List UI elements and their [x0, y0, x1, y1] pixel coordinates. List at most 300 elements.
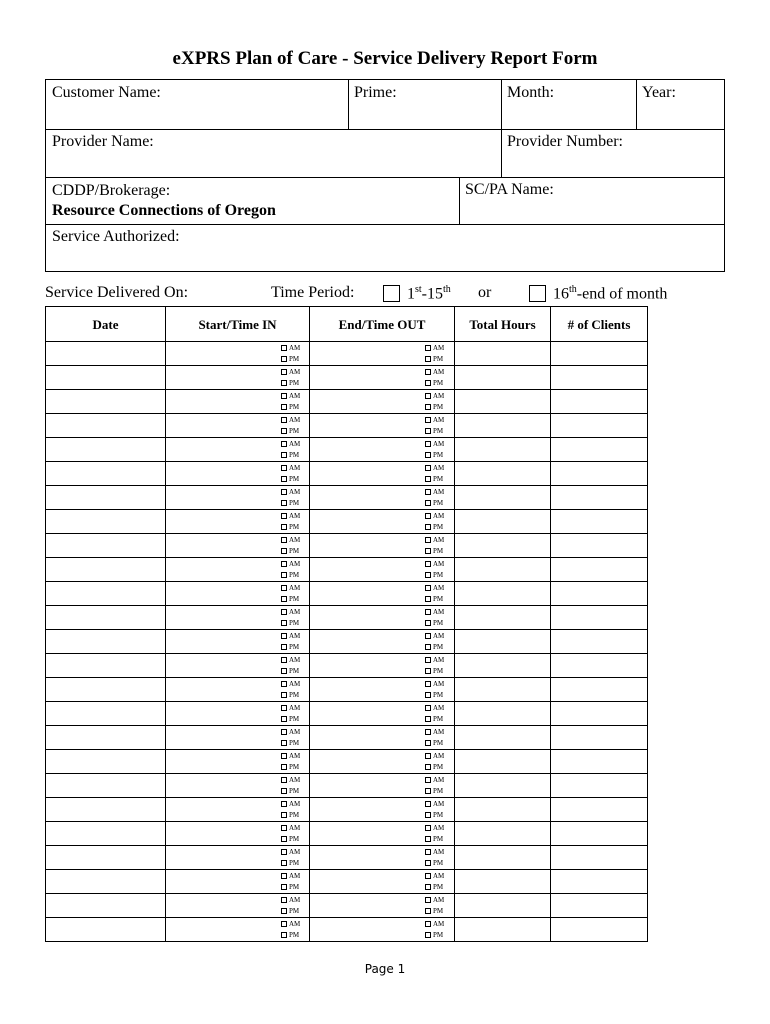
pm-option[interactable]: [281, 930, 299, 940]
pm-checkbox[interactable]: [425, 524, 431, 530]
pm-option[interactable]: [425, 378, 443, 388]
total-hours-cell[interactable]: [455, 774, 551, 798]
clients-cell[interactable]: [551, 486, 648, 510]
am-pm-group: [166, 606, 309, 629]
total-hours-cell[interactable]: [455, 702, 551, 726]
am-checkbox[interactable]: [425, 345, 431, 351]
am-checkbox[interactable]: [281, 801, 287, 807]
first-half-checkbox[interactable]: [383, 285, 400, 302]
am-pm-group: [166, 798, 309, 821]
clients-cell[interactable]: [551, 558, 648, 582]
total-hours-cell[interactable]: [455, 870, 551, 894]
clients-cell[interactable]: [551, 774, 648, 798]
date-cell[interactable]: [46, 678, 166, 702]
am-option[interactable]: [281, 535, 300, 545]
pm-option[interactable]: [425, 786, 443, 796]
pm-option[interactable]: [425, 354, 443, 364]
pm-option[interactable]: [425, 522, 443, 532]
am-option[interactable]: [281, 775, 300, 785]
pm-option[interactable]: [281, 402, 299, 412]
customer-name-field[interactable]: [46, 80, 348, 129]
pm-label: PM: [433, 355, 444, 363]
am-checkbox[interactable]: [425, 465, 431, 471]
end-time-cell: [310, 510, 455, 534]
am-checkbox[interactable]: [281, 873, 287, 879]
am-checkbox[interactable]: [281, 393, 287, 399]
pm-checkbox[interactable]: [281, 860, 287, 866]
date-cell[interactable]: [46, 726, 166, 750]
clients-cell[interactable]: [551, 702, 648, 726]
am-label: AM: [433, 608, 445, 616]
am-checkbox[interactable]: [425, 825, 431, 831]
am-checkbox[interactable]: [281, 369, 287, 375]
clients-cell[interactable]: [551, 870, 648, 894]
date-cell[interactable]: [46, 534, 166, 558]
am-checkbox[interactable]: [425, 921, 431, 927]
date-cell[interactable]: [46, 414, 166, 438]
clients-cell[interactable]: [551, 846, 648, 870]
am-checkbox[interactable]: [425, 585, 431, 591]
clients-cell[interactable]: [551, 798, 648, 822]
am-option[interactable]: [425, 343, 444, 353]
am-option[interactable]: [425, 583, 444, 593]
clients-cell[interactable]: [551, 606, 648, 630]
am-checkbox[interactable]: [425, 393, 431, 399]
am-checkbox[interactable]: [281, 345, 287, 351]
am-checkbox[interactable]: [281, 633, 287, 639]
am-checkbox[interactable]: [425, 849, 431, 855]
clients-cell[interactable]: [551, 534, 648, 558]
second-half-checkbox[interactable]: [529, 285, 546, 302]
pm-checkbox[interactable]: [281, 884, 287, 890]
total-hours-cell[interactable]: [455, 582, 551, 606]
am-checkbox[interactable]: [281, 921, 287, 927]
pm-option[interactable]: [281, 762, 299, 772]
pm-option[interactable]: [425, 450, 443, 460]
date-cell[interactable]: [46, 702, 166, 726]
am-option[interactable]: [425, 823, 444, 833]
pm-checkbox[interactable]: [281, 452, 287, 458]
am-option[interactable]: [425, 391, 444, 401]
clients-cell[interactable]: [551, 342, 648, 366]
total-hours-cell[interactable]: [455, 510, 551, 534]
am-checkbox[interactable]: [425, 489, 431, 495]
am-checkbox[interactable]: [425, 729, 431, 735]
pm-checkbox[interactable]: [425, 860, 431, 866]
am-checkbox[interactable]: [281, 825, 287, 831]
total-hours-cell[interactable]: [455, 342, 551, 366]
pm-checkbox[interactable]: [425, 884, 431, 890]
total-hours-cell[interactable]: [455, 726, 551, 750]
pm-checkbox[interactable]: [281, 788, 287, 794]
am-option[interactable]: [425, 511, 444, 521]
pm-option[interactable]: [425, 810, 443, 820]
am-option[interactable]: [425, 727, 444, 737]
date-cell[interactable]: [46, 798, 166, 822]
prime-field[interactable]: [348, 80, 501, 129]
am-option[interactable]: [425, 775, 444, 785]
pm-option[interactable]: [281, 906, 299, 916]
clients-cell[interactable]: [551, 822, 648, 846]
clients-cell[interactable]: [551, 894, 648, 918]
am-checkbox[interactable]: [425, 897, 431, 903]
am-checkbox[interactable]: [281, 729, 287, 735]
pm-checkbox[interactable]: [281, 716, 287, 722]
pm-checkbox[interactable]: [425, 908, 431, 914]
pm-checkbox[interactable]: [281, 548, 287, 554]
am-option[interactable]: [281, 607, 300, 617]
pm-checkbox[interactable]: [281, 812, 287, 818]
am-option[interactable]: [281, 415, 300, 425]
am-option[interactable]: [425, 631, 444, 641]
am-checkbox[interactable]: [425, 657, 431, 663]
am-option[interactable]: [281, 703, 300, 713]
am-option[interactable]: [425, 535, 444, 545]
clients-cell[interactable]: [551, 390, 648, 414]
pm-option[interactable]: [281, 738, 299, 748]
pm-checkbox[interactable]: [425, 668, 431, 674]
am-option[interactable]: [281, 583, 300, 593]
am-option[interactable]: [281, 463, 300, 473]
total-hours-cell[interactable]: [455, 438, 551, 462]
pm-option[interactable]: [281, 786, 299, 796]
date-cell[interactable]: [46, 846, 166, 870]
pm-checkbox[interactable]: [425, 812, 431, 818]
date-cell[interactable]: [46, 774, 166, 798]
pm-option[interactable]: [281, 666, 299, 676]
col-end-time: End/Time OUT: [310, 307, 455, 342]
am-option[interactable]: [281, 439, 300, 449]
clients-cell[interactable]: [551, 438, 648, 462]
pm-checkbox[interactable]: [425, 764, 431, 770]
clients-cell[interactable]: [551, 582, 648, 606]
total-hours-cell[interactable]: [455, 534, 551, 558]
clients-cell[interactable]: [551, 726, 648, 750]
total-hours-cell[interactable]: [455, 894, 551, 918]
am-option[interactable]: [425, 655, 444, 665]
am-option[interactable]: [281, 871, 300, 881]
am-checkbox[interactable]: [281, 465, 287, 471]
pm-option[interactable]: [281, 378, 299, 388]
date-cell[interactable]: [46, 654, 166, 678]
pm-option[interactable]: [425, 594, 443, 604]
total-hours-cell[interactable]: [455, 918, 551, 942]
pm-checkbox[interactable]: [281, 596, 287, 602]
pm-option[interactable]: [425, 690, 443, 700]
pm-checkbox[interactable]: [425, 716, 431, 722]
pm-checkbox[interactable]: [281, 836, 287, 842]
pm-checkbox[interactable]: [425, 572, 431, 578]
pm-option[interactable]: [281, 594, 299, 604]
am-option[interactable]: [281, 847, 300, 857]
am-option[interactable]: [281, 919, 300, 929]
am-option[interactable]: [281, 727, 300, 737]
pm-label: PM: [433, 595, 444, 603]
pm-checkbox[interactable]: [281, 428, 287, 434]
am-checkbox[interactable]: [281, 417, 287, 423]
pm-checkbox[interactable]: [425, 620, 431, 626]
pm-option[interactable]: [425, 570, 443, 580]
clients-cell[interactable]: [551, 462, 648, 486]
am-option[interactable]: [281, 751, 300, 761]
month-field[interactable]: [501, 80, 636, 129]
pm-option[interactable]: [281, 426, 299, 436]
clients-cell[interactable]: [551, 654, 648, 678]
pm-checkbox[interactable]: [425, 548, 431, 554]
am-checkbox[interactable]: [281, 777, 287, 783]
am-option[interactable]: [425, 607, 444, 617]
pm-checkbox[interactable]: [425, 356, 431, 362]
total-hours-cell[interactable]: [455, 558, 551, 582]
pm-checkbox[interactable]: [425, 740, 431, 746]
am-checkbox[interactable]: [425, 777, 431, 783]
pm-checkbox[interactable]: [281, 764, 287, 770]
pm-option[interactable]: [281, 714, 299, 724]
pm-option[interactable]: [281, 834, 299, 844]
pm-checkbox[interactable]: [281, 404, 287, 410]
am-option[interactable]: [425, 559, 444, 569]
date-cell[interactable]: [46, 582, 166, 606]
am-checkbox[interactable]: [281, 657, 287, 663]
pm-option[interactable]: [425, 714, 443, 724]
am-option[interactable]: [281, 823, 300, 833]
pm-option[interactable]: [425, 930, 443, 940]
pm-checkbox[interactable]: [425, 836, 431, 842]
date-cell[interactable]: [46, 750, 166, 774]
total-hours-cell[interactable]: [455, 486, 551, 510]
am-checkbox[interactable]: [425, 633, 431, 639]
total-hours-cell[interactable]: [455, 366, 551, 390]
pm-checkbox[interactable]: [281, 380, 287, 386]
clients-cell[interactable]: [551, 414, 648, 438]
am-checkbox[interactable]: [425, 801, 431, 807]
clients-cell[interactable]: [551, 918, 648, 942]
am-option[interactable]: [281, 487, 300, 497]
am-option[interactable]: [425, 679, 444, 689]
pm-option[interactable]: [281, 474, 299, 484]
pm-checkbox[interactable]: [425, 692, 431, 698]
pm-option[interactable]: [425, 666, 443, 676]
pm-checkbox[interactable]: [281, 356, 287, 362]
date-cell[interactable]: [46, 918, 166, 942]
am-option[interactable]: [425, 895, 444, 905]
total-hours-cell[interactable]: [455, 798, 551, 822]
date-cell[interactable]: [46, 870, 166, 894]
total-hours-cell[interactable]: [455, 678, 551, 702]
pm-checkbox[interactable]: [425, 788, 431, 794]
am-option[interactable]: [281, 391, 300, 401]
service-authorized-field[interactable]: [46, 224, 724, 271]
am-option[interactable]: [425, 919, 444, 929]
am-checkbox[interactable]: [425, 369, 431, 375]
provider-number-field[interactable]: [501, 129, 724, 177]
pm-option[interactable]: [281, 546, 299, 556]
am-option[interactable]: [425, 871, 444, 881]
pm-option[interactable]: [281, 522, 299, 532]
scpa-name-field[interactable]: [459, 177, 724, 224]
am-option[interactable]: [281, 655, 300, 665]
pm-option[interactable]: [281, 450, 299, 460]
am-checkbox[interactable]: [281, 537, 287, 543]
start-time-cell: [166, 390, 310, 414]
pm-option[interactable]: [281, 882, 299, 892]
pm-checkbox[interactable]: [425, 380, 431, 386]
date-cell[interactable]: [46, 606, 166, 630]
pm-checkbox[interactable]: [281, 500, 287, 506]
total-hours-cell[interactable]: [455, 390, 551, 414]
pm-checkbox[interactable]: [425, 644, 431, 650]
pm-checkbox[interactable]: [281, 572, 287, 578]
pm-checkbox[interactable]: [281, 668, 287, 674]
am-checkbox[interactable]: [281, 897, 287, 903]
am-option[interactable]: [425, 751, 444, 761]
am-checkbox[interactable]: [281, 609, 287, 615]
total-hours-cell[interactable]: [455, 750, 551, 774]
date-cell[interactable]: [46, 342, 166, 366]
total-hours-cell[interactable]: [455, 654, 551, 678]
am-checkbox[interactable]: [281, 561, 287, 567]
am-checkbox[interactable]: [425, 441, 431, 447]
start-time-cell: [166, 702, 310, 726]
date-cell[interactable]: [46, 822, 166, 846]
am-option[interactable]: [281, 559, 300, 569]
am-checkbox[interactable]: [425, 513, 431, 519]
am-option[interactable]: [281, 631, 300, 641]
am-checkbox[interactable]: [281, 513, 287, 519]
provider-name-field[interactable]: [46, 129, 501, 177]
pm-option[interactable]: [425, 858, 443, 868]
am-checkbox[interactable]: [425, 561, 431, 567]
am-option[interactable]: [281, 511, 300, 521]
pm-checkbox[interactable]: [425, 476, 431, 482]
am-checkbox[interactable]: [281, 705, 287, 711]
am-checkbox[interactable]: [281, 585, 287, 591]
am-checkbox[interactable]: [425, 417, 431, 423]
date-cell[interactable]: [46, 510, 166, 534]
pm-checkbox[interactable]: [425, 596, 431, 602]
pm-option[interactable]: [425, 762, 443, 772]
am-option[interactable]: [425, 439, 444, 449]
pm-option[interactable]: [281, 642, 299, 652]
date-cell[interactable]: [46, 630, 166, 654]
am-checkbox[interactable]: [425, 537, 431, 543]
am-option[interactable]: [425, 703, 444, 713]
pm-option[interactable]: [281, 618, 299, 628]
pm-option[interactable]: [425, 474, 443, 484]
pm-label: PM: [289, 523, 300, 531]
total-hours-cell[interactable]: [455, 630, 551, 654]
total-hours-cell[interactable]: [455, 606, 551, 630]
pm-option[interactable]: [425, 642, 443, 652]
total-hours-cell[interactable]: [455, 846, 551, 870]
pm-checkbox[interactable]: [281, 644, 287, 650]
am-option[interactable]: [425, 367, 444, 377]
clients-cell[interactable]: [551, 510, 648, 534]
pm-option[interactable]: [425, 546, 443, 556]
am-option[interactable]: [425, 847, 444, 857]
am-checkbox[interactable]: [281, 681, 287, 687]
date-cell[interactable]: [46, 486, 166, 510]
pm-option[interactable]: [281, 858, 299, 868]
pm-checkbox[interactable]: [281, 740, 287, 746]
am-option[interactable]: [425, 799, 444, 809]
pm-option[interactable]: [425, 498, 443, 508]
am-option[interactable]: [425, 463, 444, 473]
pm-checkbox[interactable]: [425, 404, 431, 410]
pm-checkbox[interactable]: [281, 908, 287, 914]
date-cell[interactable]: [46, 462, 166, 486]
pm-option[interactable]: [425, 882, 443, 892]
am-checkbox[interactable]: [425, 681, 431, 687]
date-cell[interactable]: [46, 366, 166, 390]
date-cell[interactable]: [46, 438, 166, 462]
am-option[interactable]: [281, 367, 300, 377]
pm-label: PM: [433, 763, 444, 771]
pm-checkbox[interactable]: [281, 692, 287, 698]
date-cell[interactable]: [46, 390, 166, 414]
am-checkbox[interactable]: [425, 609, 431, 615]
am-pm-group: [166, 534, 309, 557]
date-cell[interactable]: [46, 894, 166, 918]
pm-checkbox[interactable]: [281, 620, 287, 626]
am-checkbox[interactable]: [281, 489, 287, 495]
clients-cell[interactable]: [551, 366, 648, 390]
pm-checkbox[interactable]: [425, 428, 431, 434]
pm-option[interactable]: [281, 498, 299, 508]
year-field[interactable]: [636, 80, 724, 129]
total-hours-cell[interactable]: [455, 462, 551, 486]
pm-option[interactable]: [425, 738, 443, 748]
pm-option[interactable]: [281, 690, 299, 700]
am-checkbox[interactable]: [281, 753, 287, 759]
am-option[interactable]: [425, 415, 444, 425]
pm-label: PM: [289, 835, 300, 843]
am-option[interactable]: [281, 895, 300, 905]
pm-option[interactable]: [425, 618, 443, 628]
clients-cell[interactable]: [551, 630, 648, 654]
clients-cell[interactable]: [551, 750, 648, 774]
pm-checkbox[interactable]: [425, 452, 431, 458]
pm-checkbox[interactable]: [281, 524, 287, 530]
total-hours-cell[interactable]: [455, 822, 551, 846]
clients-cell[interactable]: [551, 678, 648, 702]
am-option[interactable]: [281, 343, 300, 353]
am-option[interactable]: [425, 487, 444, 497]
pm-checkbox[interactable]: [425, 932, 431, 938]
pm-option[interactable]: [425, 834, 443, 844]
pm-option[interactable]: [281, 810, 299, 820]
pm-option[interactable]: [425, 426, 443, 436]
am-option[interactable]: [281, 679, 300, 689]
am-checkbox[interactable]: [281, 441, 287, 447]
am-checkbox[interactable]: [425, 705, 431, 711]
am-option[interactable]: [281, 799, 300, 809]
pm-checkbox[interactable]: [281, 476, 287, 482]
total-hours-cell[interactable]: [455, 414, 551, 438]
am-checkbox[interactable]: [425, 873, 431, 879]
pm-checkbox[interactable]: [425, 500, 431, 506]
date-cell[interactable]: [46, 558, 166, 582]
pm-checkbox[interactable]: [281, 932, 287, 938]
service-authorized-label: Service Authorized:: [52, 228, 180, 245]
pm-option[interactable]: [425, 402, 443, 412]
am-checkbox[interactable]: [425, 753, 431, 759]
pm-option[interactable]: [281, 570, 299, 580]
am-checkbox[interactable]: [281, 849, 287, 855]
pm-option[interactable]: [425, 906, 443, 916]
pm-option[interactable]: [281, 354, 299, 364]
am-pm-group: [310, 726, 454, 749]
